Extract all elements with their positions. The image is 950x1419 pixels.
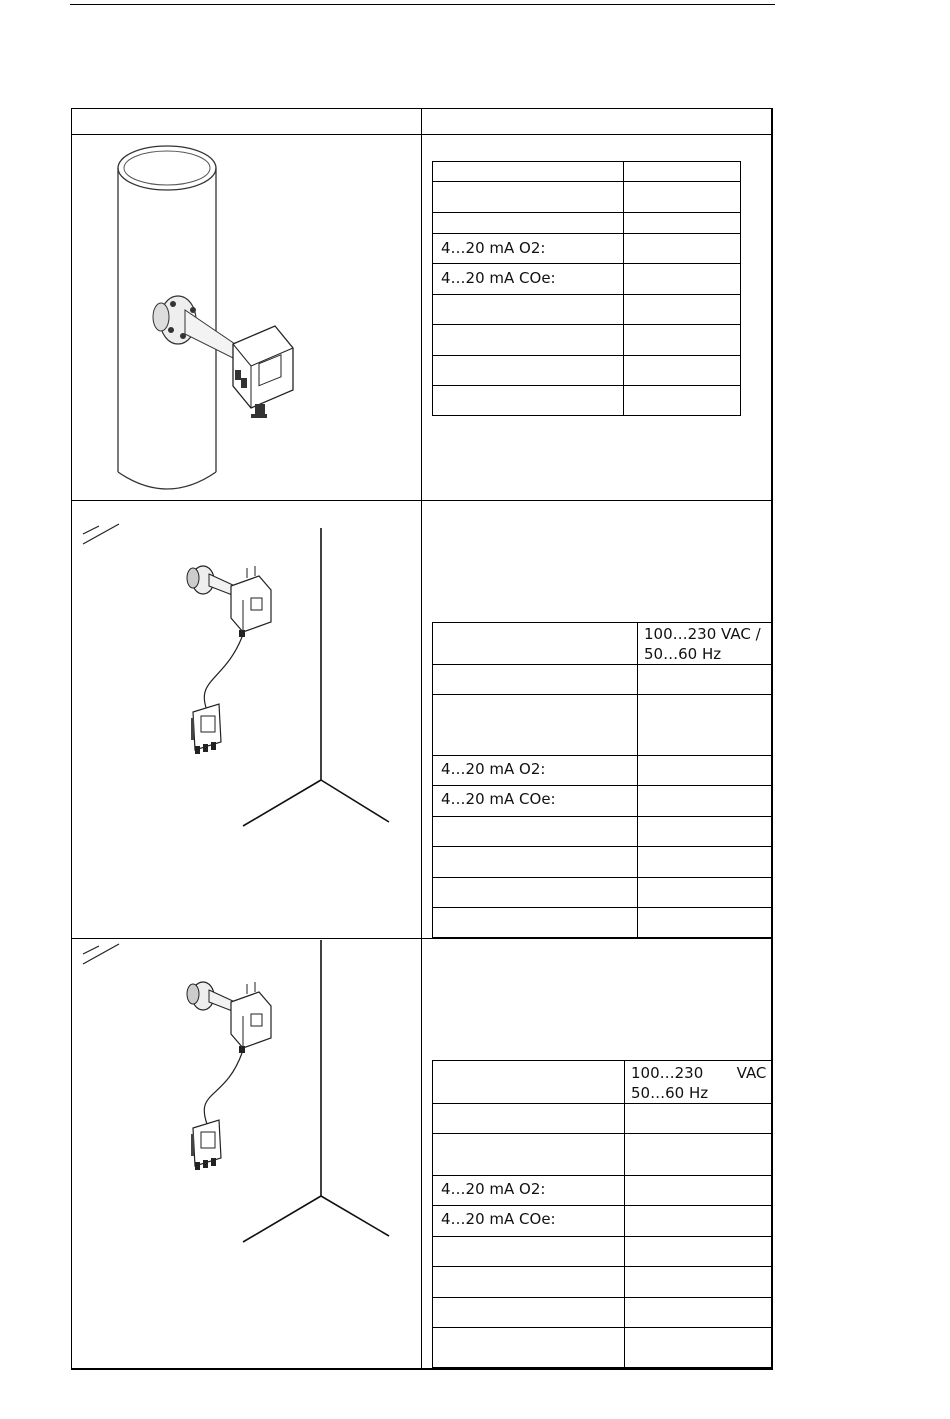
table-cell (624, 162, 741, 182)
table-cell: 4…20 mA COe: (433, 786, 638, 817)
table-cell (624, 356, 741, 386)
table-cell (625, 1237, 773, 1267)
table-cell (624, 182, 741, 213)
wall-mounted-remote-analyzer-illustration (75, 520, 405, 830)
table-cell: 4…20 mA O2: (433, 756, 638, 786)
table-cell (638, 665, 773, 695)
table-cell (433, 847, 638, 878)
table-cell (624, 213, 741, 234)
supply-voltage-value: 100…230 VAC / 50…60 Hz (638, 623, 773, 665)
table-cell (433, 182, 624, 213)
table-cell: 4…20 mA COe: (433, 1206, 625, 1237)
table-cell (624, 386, 741, 416)
table-cell (624, 325, 741, 356)
table-cell (625, 1134, 773, 1176)
table-cell (433, 325, 624, 356)
table-row-divider-1 (71, 500, 773, 501)
table-cell (433, 1104, 625, 1134)
pipe-mounted-analyzer-illustration (75, 134, 315, 500)
row2-data-table (432, 622, 773, 938)
table-cell (433, 623, 638, 665)
table-cell (625, 1267, 773, 1298)
table-cell (625, 1104, 773, 1134)
table-cell (638, 786, 773, 817)
table-cell (624, 234, 741, 264)
table-cell (433, 665, 638, 695)
table-cell (433, 356, 624, 386)
table-column-divider (421, 108, 422, 1370)
table-cell (624, 264, 741, 295)
table-cell (638, 908, 773, 938)
table-cell (433, 1298, 625, 1328)
table-cell (625, 1176, 773, 1206)
table-cell (433, 213, 624, 234)
supply-voltage-value: 100…230 VAC 50…60 Hz (625, 1061, 773, 1104)
page-header-rule (70, 4, 775, 5)
table-cell (638, 695, 773, 756)
table-cell (638, 847, 773, 878)
table-cell (625, 1298, 773, 1328)
row1-data-table (432, 161, 741, 416)
table-border-left (71, 108, 72, 1370)
table-cell (433, 162, 624, 182)
table-cell (433, 695, 638, 756)
table-cell (433, 817, 638, 847)
table-cell (433, 1267, 625, 1298)
table-cell (638, 756, 773, 786)
table-cell (638, 817, 773, 847)
table-cell: 4…20 mA O2: (433, 234, 624, 264)
table-cell: 4…20 mA COe: (433, 264, 624, 295)
wall-mounted-remote-analyzer-illustration (75, 940, 405, 1250)
table-cell (433, 908, 638, 938)
table-cell (433, 1134, 625, 1176)
table-cell (433, 878, 638, 908)
table-cell (433, 1328, 625, 1368)
table-cell (638, 878, 773, 908)
table-cell (433, 1237, 625, 1267)
table-cell (433, 386, 624, 416)
table-cell (433, 1061, 625, 1104)
table-cell (624, 295, 741, 325)
table-cell (433, 295, 624, 325)
table-cell (625, 1206, 773, 1237)
table-cell: 4…20 mA O2: (433, 1176, 625, 1206)
row3-data-table (432, 1060, 773, 1368)
table-cell (625, 1328, 773, 1368)
